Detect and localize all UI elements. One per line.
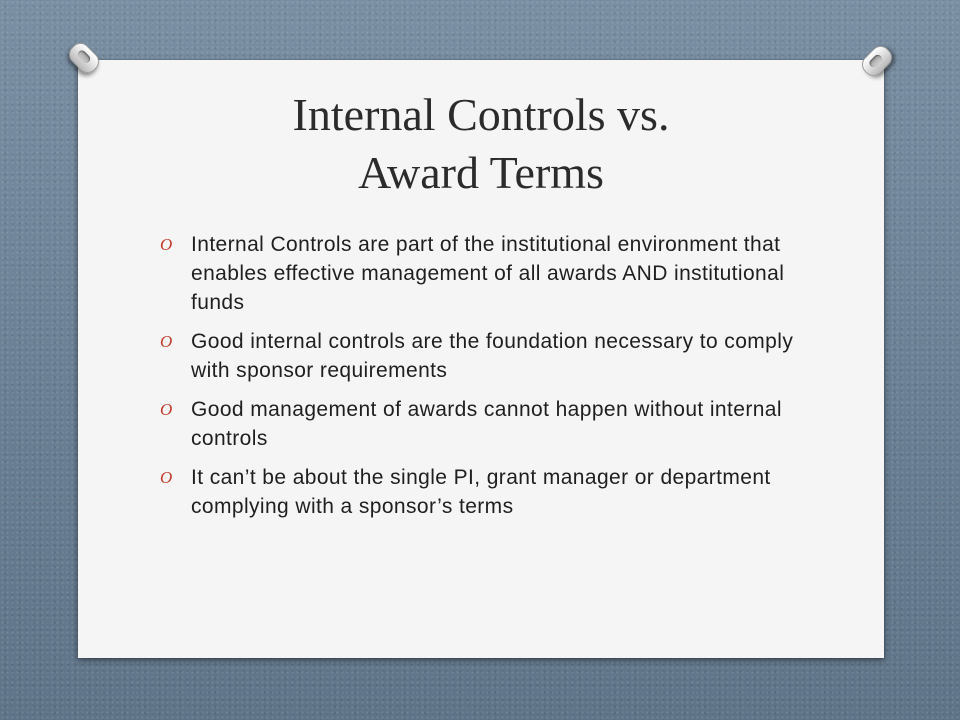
bullet-list [160,230,820,531]
bullet-item [160,463,820,521]
title-line-2: Award Terms [358,147,604,198]
bullet-marker-icon: O [160,332,173,351]
bullet-item [160,327,820,385]
bullet-marker-icon: O [160,235,173,254]
slide-title [78,86,884,202]
bullet-marker-icon: O [160,400,173,419]
bullet-text: It can’t be about the single PI, grant manager or department complying with a sponsor’s terms [191,466,771,518]
bullet-item [160,395,820,453]
bullet-text: Internal Controls are part of the institutional environment that enables effective management of all awards AND institutional funds [191,233,785,314]
title-line-1: Internal Controls vs. [292,89,670,140]
bullet-text: Good internal controls are the foundation necessary to comply with sponsor requirements [191,330,794,382]
bullet-marker-icon: O [160,468,173,487]
bullet-text: Good management of awards cannot happen without internal controls [191,398,782,450]
bullet-item [160,230,820,317]
